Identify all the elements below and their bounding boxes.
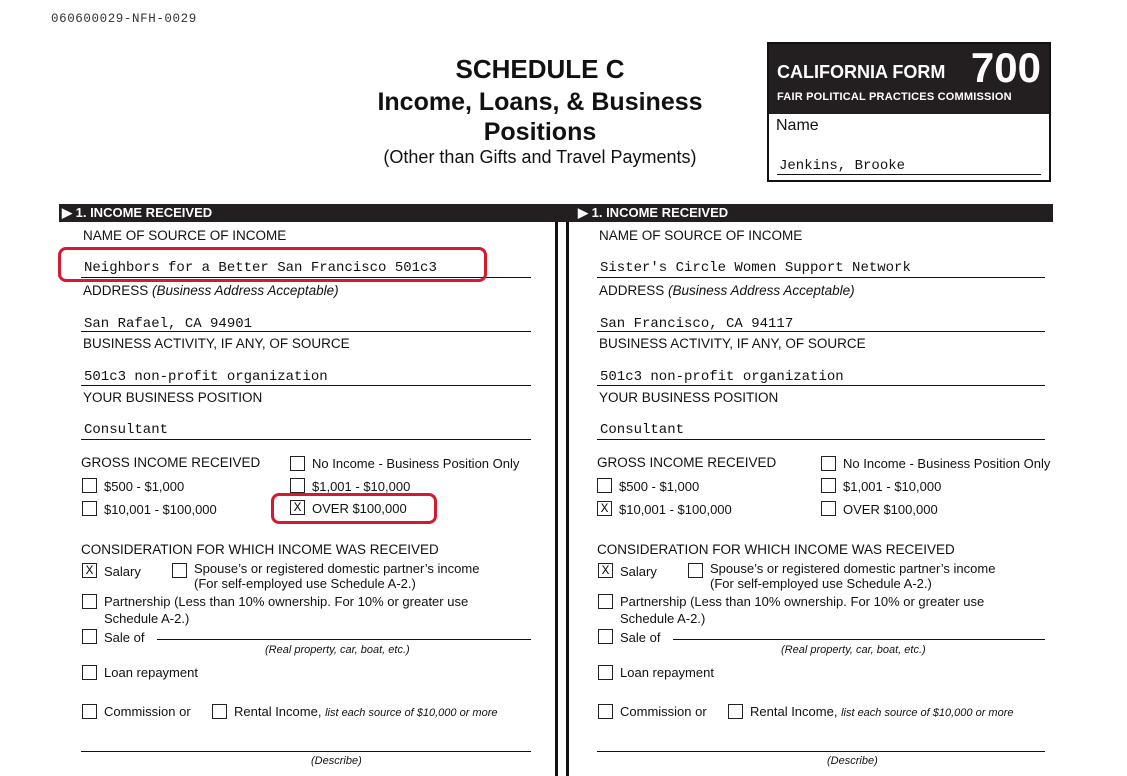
source-name-label: NAME OF SOURCE OF INCOME [83,228,287,243]
business-activity-label: BUSINESS ACTIVITY, IF ANY, OF SOURCE [83,336,350,351]
no-income-label: No Income - Business Position Only [843,456,1051,471]
loan-repayment-label: Loan repayment [620,665,714,680]
describe-line[interactable] [81,751,531,752]
underline [597,331,1045,332]
sale-of-label: Sale of [620,630,661,645]
partnership-label: Partnership (Less than 10% ownership. For 10% or greater use [104,594,469,609]
no-income-checkbox[interactable] [821,456,836,471]
sale-of-line[interactable] [673,639,1045,640]
gross-income-label: GROSS INCOME RECEIVED [597,455,777,470]
sale-of-note: (Real property, car, boat, etc.) [265,644,410,656]
source-name-field[interactable]: Sister's Circle Women Support Network [600,260,911,276]
range-1001-checkbox[interactable] [821,478,836,493]
range-500-checkbox[interactable] [82,478,97,493]
sale-of-checkbox[interactable] [82,629,97,644]
section-title-left: ▶ 1. INCOME RECEIVED [62,205,213,220]
form-id-box [767,42,1051,182]
range-10001-label: $10,001 - $100,000 [619,502,732,517]
range-500-label: $500 - $1,000 [619,479,700,494]
spouse-income-checkbox[interactable] [172,563,187,578]
source-name-label: NAME OF SOURCE OF INCOME [599,228,803,243]
underline [597,277,1045,278]
column-divider-left [555,222,558,776]
over-100000-checkbox[interactable] [821,501,836,516]
salary-checkbox[interactable]: X [598,563,613,578]
highlight-box [271,493,437,524]
range-10001-checkbox[interactable]: X [597,501,612,516]
form-header [769,44,1049,114]
business-activity-field[interactable]: 501c3 non-profit organization [84,369,328,385]
address-note: (Business Address Acceptable) [668,283,855,298]
no-income-checkbox[interactable] [290,456,305,471]
consideration-label: CONSIDERATION FOR WHICH INCOME WAS RECEIVED [597,542,955,557]
name-label: Name [776,117,819,134]
range-1001-label: $1,001 - $10,000 [843,479,942,494]
rental-income-text: Rental Income, [750,704,838,719]
form-label: CALIFORNIA FORM [777,62,946,82]
spouse-income-note: (For self-employed use Schedule A-2.) [710,576,932,591]
business-activity-field[interactable]: 501c3 non-profit organization [600,369,844,385]
address-field[interactable]: San Francisco, CA 94117 [600,316,794,332]
partnership-label: Partnership (Less than 10% ownership. For 10% or greater use [620,594,985,609]
rental-income-label [234,704,498,719]
range-1001-checkbox[interactable] [290,478,305,493]
sale-of-label: Sale of [104,630,145,645]
source-name-field[interactable]: Neighbors for a Better San Francisco 501c3 [84,260,437,276]
commission-label: Commission or [620,704,707,719]
name-field[interactable]: Jenkins, Brooke [779,158,906,174]
highlight-box [58,247,487,282]
section-title-text: 1. INCOME RECEIVED [75,205,213,220]
loan-repayment-label: Loan repayment [104,665,198,680]
commission-checkbox[interactable] [82,704,97,719]
spouse-income-note: (For self-employed use Schedule A-2.) [194,576,416,591]
title-line-2: Positions [483,118,597,146]
address-label-text: ADDRESS [599,283,665,298]
over-100000-label: OVER $100,000 [312,501,407,516]
spouse-income-label: Spouse’s or registered domestic partner’s income [710,561,996,576]
over-100000-label: OVER $100,000 [843,502,938,517]
spouse-income-checkbox[interactable] [688,563,703,578]
spouse-income-label: Spouse’s or registered domestic partner’s income [194,561,480,576]
range-1001-label: $1,001 - $10,000 [312,479,411,494]
salary-label: Salary [620,564,657,579]
subtitle: (Other than Gifts and Travel Payments) [383,147,697,167]
underline [597,439,1045,440]
column-divider-right [566,222,569,776]
commission-checkbox[interactable] [598,704,613,719]
partnership-note: Schedule A-2.) [104,611,190,626]
range-10001-checkbox[interactable] [82,501,97,516]
loan-repayment-checkbox[interactable] [598,665,613,680]
section-title-right: ▶ 1. INCOME RECEIVED [578,205,729,220]
schedule-title: SCHEDULE C [455,54,625,84]
business-position-label: YOUR BUSINESS POSITION [83,390,263,405]
range-500-label: $500 - $1,000 [104,479,185,494]
salary-label: Salary [104,564,141,579]
describe-label: (Describe) [827,755,878,767]
agency-name: FAIR POLITICAL PRACTICES COMMISSION [777,91,1012,103]
consideration-label: CONSIDERATION FOR WHICH INCOME WAS RECEIVED [81,542,439,557]
partnership-note: Schedule A-2.) [620,611,706,626]
address-label [83,283,339,298]
gross-income-label: GROSS INCOME RECEIVED [81,455,261,470]
rental-income-label [750,704,1014,719]
salary-checkbox[interactable]: X [82,563,97,578]
underline [81,331,531,332]
underline [81,385,531,386]
rental-income-checkbox[interactable] [212,704,227,719]
rental-income-checkbox[interactable] [728,704,743,719]
underline [81,439,531,440]
describe-label: (Describe) [311,755,362,767]
sale-of-checkbox[interactable] [598,629,613,644]
form-number: 700 [970,44,1041,91]
sale-of-note: (Real property, car, boat, etc.) [781,644,926,656]
loan-repayment-checkbox[interactable] [82,665,97,680]
over-100000-checkbox[interactable]: X [290,500,305,515]
range-10001-label: $10,001 - $100,000 [104,502,217,517]
rental-income-text: Rental Income, [234,704,322,719]
business-activity-label: BUSINESS ACTIVITY, IF ANY, OF SOURCE [599,336,866,351]
address-label [599,283,855,298]
business-position-field[interactable]: Consultant [600,422,685,438]
rental-income-note: list each source of $10,000 or more [841,707,1014,719]
name-underline [777,174,1041,175]
address-field[interactable]: San Rafael, CA 94901 [84,316,253,332]
range-500-checkbox[interactable] [597,478,612,493]
address-label-text: ADDRESS [83,283,149,298]
business-position-field[interactable]: Consultant [84,422,169,438]
no-income-label: No Income - Business Position Only [312,456,520,471]
rental-income-note: list each source of $10,000 or more [325,707,498,719]
section-title-text: 1. INCOME RECEIVED [591,205,729,220]
describe-line[interactable] [597,751,1045,752]
title-line-1: Income, Loans, & Business [377,88,703,116]
sale-of-line[interactable] [157,639,531,640]
underline [597,385,1045,386]
commission-label: Commission or [104,704,191,719]
partnership-checkbox[interactable] [598,594,613,609]
address-note: (Business Address Acceptable) [152,283,339,298]
document-id: 060600029-NFH-0029 [51,12,197,26]
business-position-label: YOUR BUSINESS POSITION [599,390,779,405]
partnership-checkbox[interactable] [82,594,97,609]
